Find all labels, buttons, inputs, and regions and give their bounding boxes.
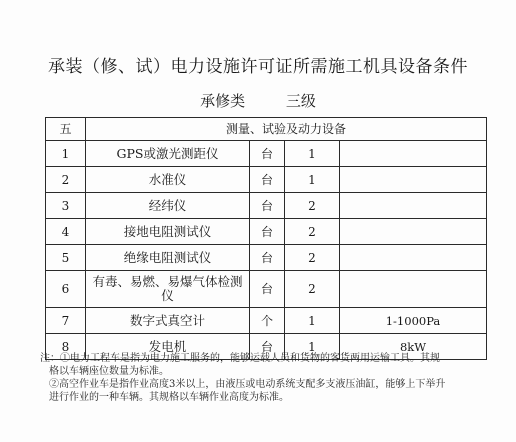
- table-row: [46, 308, 487, 334]
- quantity-cell: 2: [285, 193, 340, 219]
- row-number: 5: [46, 245, 86, 271]
- row-number: 8: [46, 334, 86, 360]
- equipment-name: 有毒、易燃、易爆气体检测仪: [86, 271, 250, 308]
- unit-cell: 台: [250, 141, 285, 167]
- category-label: 承修类: [200, 92, 246, 110]
- quantity-cell: 1: [285, 167, 340, 193]
- equipment-name: GPS或激光测距仪: [86, 141, 250, 167]
- section-title: 测量、试验及动力设备: [86, 118, 487, 141]
- spec-cell: 1-1000Pa: [340, 308, 487, 334]
- grade-label: 三级: [285, 92, 316, 110]
- quantity-cell: 1: [285, 308, 340, 334]
- notes-block: [40, 352, 500, 404]
- equipment-name: 绝缘电阻测试仪: [86, 245, 250, 271]
- note-line: 注：①电力工程车是指为电力施工服务的，能够运载人员和货物的客货两用运输工具。其规: [40, 353, 440, 364]
- unit-cell: 个: [250, 308, 285, 334]
- document-title: 承装（修、试）电力设施许可证所需施工机具设备条件: [48, 57, 468, 77]
- row-number: 3: [46, 193, 86, 219]
- spec-cell: [340, 245, 487, 271]
- table-row: [46, 193, 487, 219]
- quantity-cell: 2: [285, 271, 340, 308]
- equipment-name: 经纬仪: [86, 193, 250, 219]
- spec-cell: [340, 193, 487, 219]
- row-number: 4: [46, 219, 86, 245]
- spec-cell: [340, 141, 487, 167]
- quantity-cell: 1: [285, 334, 340, 360]
- unit-cell: 台: [250, 167, 285, 193]
- unit-cell: 台: [250, 245, 285, 271]
- row-number: 7: [46, 308, 86, 334]
- quantity-cell: 2: [285, 219, 340, 245]
- note-line: 格以车辆座位数量为标准。: [49, 366, 169, 377]
- equipment-name: 发电机: [86, 334, 250, 360]
- table-row: [46, 245, 487, 271]
- table-row: [46, 219, 487, 245]
- section-number: 五: [46, 118, 86, 141]
- equipment-table: [45, 117, 487, 360]
- row-number: 1: [46, 141, 86, 167]
- row-number: 2: [46, 167, 86, 193]
- table-row: [46, 271, 487, 308]
- note-line: 进行作业的一种车辆。其规格以车辆作业高度为标准。: [49, 392, 289, 403]
- table-section-header: [46, 118, 487, 141]
- unit-cell: 台: [250, 334, 285, 360]
- spec-cell: 8kW: [340, 334, 487, 360]
- note-line: ②高空作业车是指作业高度3米以上，由液压或电动系统支配多支液压油缸，能够上下举升: [49, 379, 446, 390]
- quantity-cell: 1: [285, 141, 340, 167]
- equipment-name: 接地电阻测试仪: [86, 219, 250, 245]
- unit-cell: 台: [250, 193, 285, 219]
- spec-cell: [340, 271, 487, 308]
- equipment-name: 水准仪: [86, 167, 250, 193]
- row-number: 6: [46, 271, 86, 308]
- unit-cell: 台: [250, 271, 285, 308]
- spec-cell: [340, 167, 487, 193]
- equipment-name: 数字式真空计: [86, 308, 250, 334]
- table-row: [46, 141, 487, 167]
- quantity-cell: 2: [285, 245, 340, 271]
- table-row: [46, 167, 487, 193]
- unit-cell: 台: [250, 219, 285, 245]
- document-subtitle: [0, 91, 516, 111]
- spec-cell: [340, 219, 487, 245]
